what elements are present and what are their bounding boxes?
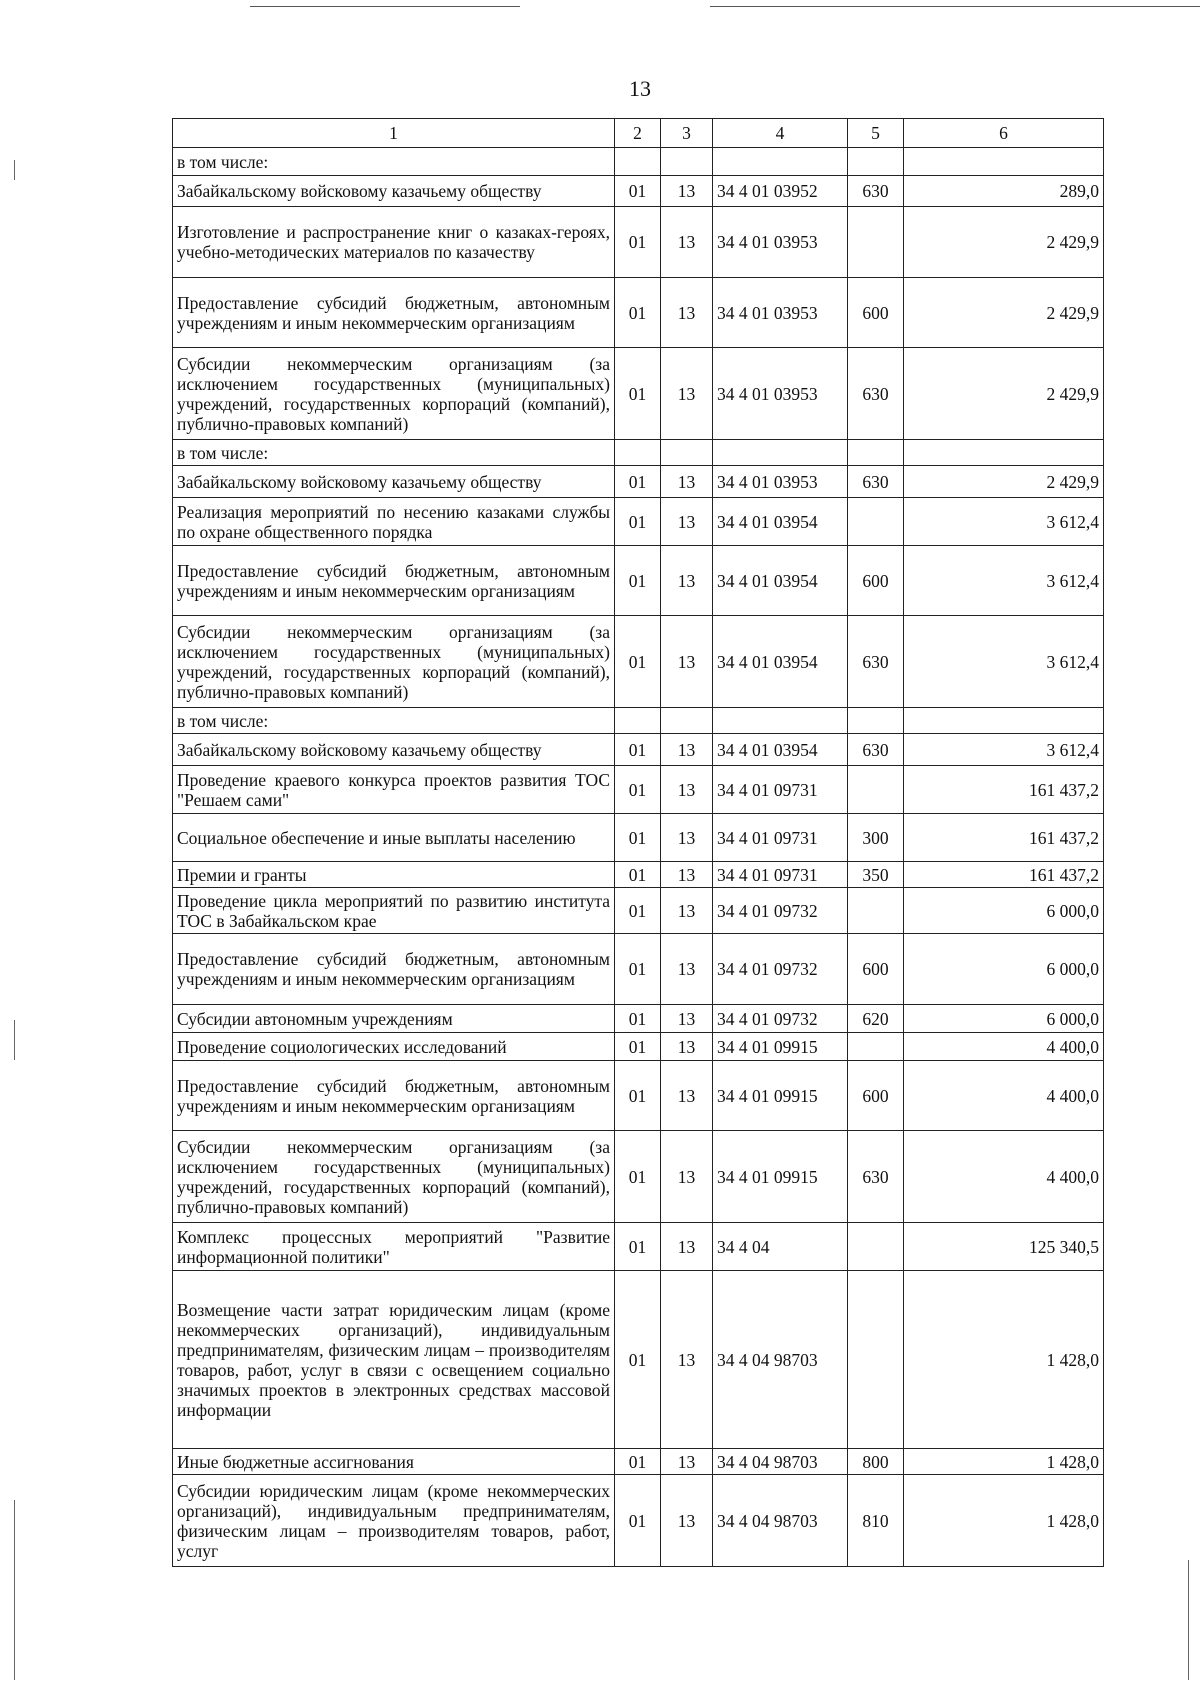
cell-subsection: 13 (661, 278, 713, 348)
column-header: 2 (615, 119, 661, 148)
cell-target-article: 34 4 01 09731 (713, 766, 848, 814)
cell-amount: 6 000,0 (904, 1005, 1104, 1033)
table-row (173, 466, 1104, 498)
table-row (173, 708, 1104, 734)
row-name: Проведение краевого конкурса проектов развития ТОС "Решаем сами" (173, 766, 615, 814)
cell-target-article: 34 4 01 09732 (713, 934, 848, 1005)
cell-subsection: 13 (661, 1033, 713, 1061)
cell-expense-type (848, 1271, 904, 1449)
cell-expense-type: 620 (848, 1005, 904, 1033)
table-row (173, 278, 1104, 348)
row-name: Предоставление субсидий бюджетным, автономным учреждениям и иным некоммерческим организациям (173, 1061, 615, 1131)
cell-amount: 3 612,4 (904, 498, 1104, 546)
cell-expense-type: 630 (848, 616, 904, 708)
cell-amount: 161 437,2 (904, 814, 1104, 862)
cell-target-article (713, 148, 848, 176)
cell-target-article: 34 4 01 09732 (713, 888, 848, 934)
cell-subsection: 13 (661, 862, 713, 888)
table-row (173, 498, 1104, 546)
scan-edge-line (14, 1020, 15, 1060)
cell-section (615, 440, 661, 466)
cell-amount: 1 428,0 (904, 1475, 1104, 1567)
cell-section: 01 (615, 766, 661, 814)
cell-target-article: 34 4 01 09732 (713, 1005, 848, 1033)
row-name: Предоставление субсидий бюджетным, автономным учреждениям и иным некоммерческим организациям (173, 546, 615, 616)
cell-target-article: 34 4 01 03953 (713, 207, 848, 278)
cell-amount: 6 000,0 (904, 888, 1104, 934)
cell-section: 01 (615, 348, 661, 440)
cell-amount: 3 612,4 (904, 546, 1104, 616)
table-row (173, 1475, 1104, 1567)
table-row (173, 440, 1104, 466)
table-row (173, 1005, 1104, 1033)
cell-expense-type: 630 (848, 466, 904, 498)
cell-section: 01 (615, 814, 661, 862)
cell-amount: 6 000,0 (904, 934, 1104, 1005)
row-name: Субсидии юридическим лицам (кроме некоммерческих организаций), индивидуальным предпринимателям, физическим лицам – производителям товаров, работ, услуг (173, 1475, 615, 1567)
cell-target-article: 34 4 04 98703 (713, 1271, 848, 1449)
column-header: 4 (713, 119, 848, 148)
cell-amount (904, 708, 1104, 734)
cell-target-article (713, 440, 848, 466)
table-row (173, 1271, 1104, 1449)
cell-amount: 161 437,2 (904, 862, 1104, 888)
cell-subsection: 13 (661, 348, 713, 440)
cell-section: 01 (615, 1131, 661, 1223)
scan-edge-line (710, 6, 1200, 7)
table-row (173, 207, 1104, 278)
row-name: Комплекс процессных мероприятий "Развитие информационной политики" (173, 1223, 615, 1271)
table-row (173, 546, 1104, 616)
cell-amount: 4 400,0 (904, 1033, 1104, 1061)
row-name: Предоставление субсидий бюджетным, автономным учреждениям и иным некоммерческим организациям (173, 278, 615, 348)
cell-section: 01 (615, 546, 661, 616)
cell-section: 01 (615, 934, 661, 1005)
column-header: 6 (904, 119, 1104, 148)
cell-subsection: 13 (661, 814, 713, 862)
cell-amount (904, 440, 1104, 466)
cell-target-article: 34 4 04 (713, 1223, 848, 1271)
cell-expense-type (848, 888, 904, 934)
cell-section: 01 (615, 466, 661, 498)
cell-section: 01 (615, 1475, 661, 1567)
row-name: Забайкальскому войсковому казачьему обществу (173, 734, 615, 766)
table-row (173, 1223, 1104, 1271)
cell-expense-type: 810 (848, 1475, 904, 1567)
row-name: в том числе: (173, 440, 615, 466)
cell-subsection: 13 (661, 1223, 713, 1271)
cell-target-article: 34 4 04 98703 (713, 1475, 848, 1567)
cell-amount: 1 428,0 (904, 1271, 1104, 1449)
cell-target-article (713, 708, 848, 734)
row-name: Проведение цикла мероприятий по развитию института ТОС в Забайкальском крае (173, 888, 615, 934)
cell-target-article: 34 4 01 03954 (713, 616, 848, 708)
page-number: 13 (629, 76, 651, 101)
cell-subsection: 13 (661, 176, 713, 207)
cell-amount: 125 340,5 (904, 1223, 1104, 1271)
cell-target-article: 34 4 01 03954 (713, 546, 848, 616)
cell-expense-type: 600 (848, 1061, 904, 1131)
cell-section: 01 (615, 1271, 661, 1449)
table-row (173, 616, 1104, 708)
table-row (173, 148, 1104, 176)
cell-target-article: 34 4 01 03954 (713, 498, 848, 546)
row-name: Субсидии автономным учреждениям (173, 1005, 615, 1033)
table-row (173, 1131, 1104, 1223)
cell-expense-type (848, 148, 904, 176)
row-name: в том числе: (173, 148, 615, 176)
cell-amount: 4 400,0 (904, 1061, 1104, 1131)
cell-target-article: 34 4 01 03953 (713, 278, 848, 348)
table-row (173, 1061, 1104, 1131)
cell-expense-type: 630 (848, 734, 904, 766)
table-row (173, 888, 1104, 934)
table-row (173, 814, 1104, 862)
row-name: Предоставление субсидий бюджетным, автономным учреждениям и иным некоммерческим организациям (173, 934, 615, 1005)
row-name: Проведение социологических исследований (173, 1033, 615, 1061)
row-name: Социальное обеспечение и иные выплаты населению (173, 814, 615, 862)
table-row (173, 348, 1104, 440)
row-name: в том числе: (173, 708, 615, 734)
cell-target-article: 34 4 01 03953 (713, 348, 848, 440)
cell-subsection: 13 (661, 498, 713, 546)
cell-amount: 2 429,9 (904, 466, 1104, 498)
cell-subsection: 13 (661, 1131, 713, 1223)
cell-expense-type: 630 (848, 348, 904, 440)
cell-expense-type (848, 708, 904, 734)
cell-amount: 2 429,9 (904, 278, 1104, 348)
cell-amount: 2 429,9 (904, 207, 1104, 278)
row-name: Возмещение части затрат юридическим лицам (кроме некоммерческих организаций), индивидуальным предпринимателям, физическим лицам – производителям товаров, работ, услуг в связи с освещением социально значимых проектов в электронных средствах массовой информации (173, 1271, 615, 1449)
cell-subsection: 13 (661, 1475, 713, 1567)
scan-edge-line (14, 1500, 15, 1680)
cell-section: 01 (615, 862, 661, 888)
scan-edge-line (14, 160, 15, 180)
row-name: Изготовление и распространение книг о казаках-героях, учебно-методических материалов по казачеству (173, 207, 615, 278)
cell-section (615, 148, 661, 176)
cell-subsection: 13 (661, 207, 713, 278)
cell-subsection: 13 (661, 546, 713, 616)
cell-subsection: 13 (661, 734, 713, 766)
cell-expense-type (848, 1033, 904, 1061)
cell-subsection (661, 148, 713, 176)
cell-section: 01 (615, 888, 661, 934)
table-row (173, 862, 1104, 888)
cell-subsection: 13 (661, 934, 713, 1005)
table-row (173, 766, 1104, 814)
cell-amount: 1 428,0 (904, 1449, 1104, 1475)
cell-expense-type: 600 (848, 546, 904, 616)
row-name: Иные бюджетные ассигнования (173, 1449, 615, 1475)
cell-subsection: 13 (661, 1005, 713, 1033)
cell-amount: 289,0 (904, 176, 1104, 207)
table-row (173, 176, 1104, 207)
cell-amount: 4 400,0 (904, 1131, 1104, 1223)
cell-expense-type: 600 (848, 934, 904, 1005)
cell-section: 01 (615, 176, 661, 207)
cell-target-article: 34 4 01 03953 (713, 466, 848, 498)
cell-amount (904, 148, 1104, 176)
table-row (173, 1449, 1104, 1475)
column-header: 3 (661, 119, 713, 148)
row-name: Реализация мероприятий по несению казаками службы по охране общественного порядка (173, 498, 615, 546)
cell-subsection: 13 (661, 466, 713, 498)
cell-section: 01 (615, 1223, 661, 1271)
row-name: Забайкальскому войсковому казачьему обществу (173, 176, 615, 207)
table-header-row (173, 119, 1104, 148)
cell-target-article: 34 4 01 09915 (713, 1061, 848, 1131)
cell-subsection: 13 (661, 1061, 713, 1131)
cell-subsection: 13 (661, 1271, 713, 1449)
cell-section: 01 (615, 207, 661, 278)
cell-expense-type (848, 766, 904, 814)
cell-subsection: 13 (661, 616, 713, 708)
cell-section: 01 (615, 278, 661, 348)
cell-section: 01 (615, 734, 661, 766)
cell-expense-type: 300 (848, 814, 904, 862)
cell-expense-type (848, 498, 904, 546)
cell-amount: 3 612,4 (904, 616, 1104, 708)
cell-section (615, 708, 661, 734)
cell-section: 01 (615, 1449, 661, 1475)
cell-section: 01 (615, 616, 661, 708)
cell-expense-type: 630 (848, 176, 904, 207)
cell-section: 01 (615, 1033, 661, 1061)
cell-subsection: 13 (661, 1449, 713, 1475)
row-name: Субсидии некоммерческим организациям (за исключением государственных (муниципальных) учреждений, государственных корпораций (компаний), публично-правовых компаний) (173, 616, 615, 708)
cell-amount: 161 437,2 (904, 766, 1104, 814)
cell-subsection (661, 708, 713, 734)
table-row (173, 934, 1104, 1005)
cell-target-article: 34 4 01 09731 (713, 814, 848, 862)
cell-expense-type (848, 1223, 904, 1271)
row-name: Субсидии некоммерческим организациям (за исключением государственных (муниципальных) учреждений, государственных корпораций (компаний), публично-правовых компаний) (173, 1131, 615, 1223)
column-header: 1 (173, 119, 615, 148)
row-name: Забайкальскому войсковому казачьему обществу (173, 466, 615, 498)
scan-edge-line (1188, 1560, 1189, 1680)
cell-subsection: 13 (661, 766, 713, 814)
cell-target-article: 34 4 01 03954 (713, 734, 848, 766)
cell-expense-type: 600 (848, 278, 904, 348)
cell-target-article: 34 4 01 03952 (713, 176, 848, 207)
cell-expense-type: 350 (848, 862, 904, 888)
cell-amount: 2 429,9 (904, 348, 1104, 440)
budget-table (172, 118, 1104, 1567)
row-name: Премии и гранты (173, 862, 615, 888)
cell-amount: 3 612,4 (904, 734, 1104, 766)
cell-section: 01 (615, 1005, 661, 1033)
column-header: 5 (848, 119, 904, 148)
cell-target-article: 34 4 01 09915 (713, 1033, 848, 1061)
cell-expense-type (848, 207, 904, 278)
row-name: Субсидии некоммерческим организациям (за исключением государственных (муниципальных) учреждений, государственных корпораций (компаний), публично-правовых компаний) (173, 348, 615, 440)
cell-expense-type (848, 440, 904, 466)
cell-subsection (661, 440, 713, 466)
scan-edge-line (250, 6, 520, 7)
cell-target-article: 34 4 01 09731 (713, 862, 848, 888)
cell-section: 01 (615, 498, 661, 546)
cell-subsection: 13 (661, 888, 713, 934)
table-row (173, 1033, 1104, 1061)
table-row (173, 734, 1104, 766)
cell-target-article: 34 4 04 98703 (713, 1449, 848, 1475)
cell-section: 01 (615, 1061, 661, 1131)
cell-target-article: 34 4 01 09915 (713, 1131, 848, 1223)
cell-expense-type: 630 (848, 1131, 904, 1223)
cell-expense-type: 800 (848, 1449, 904, 1475)
